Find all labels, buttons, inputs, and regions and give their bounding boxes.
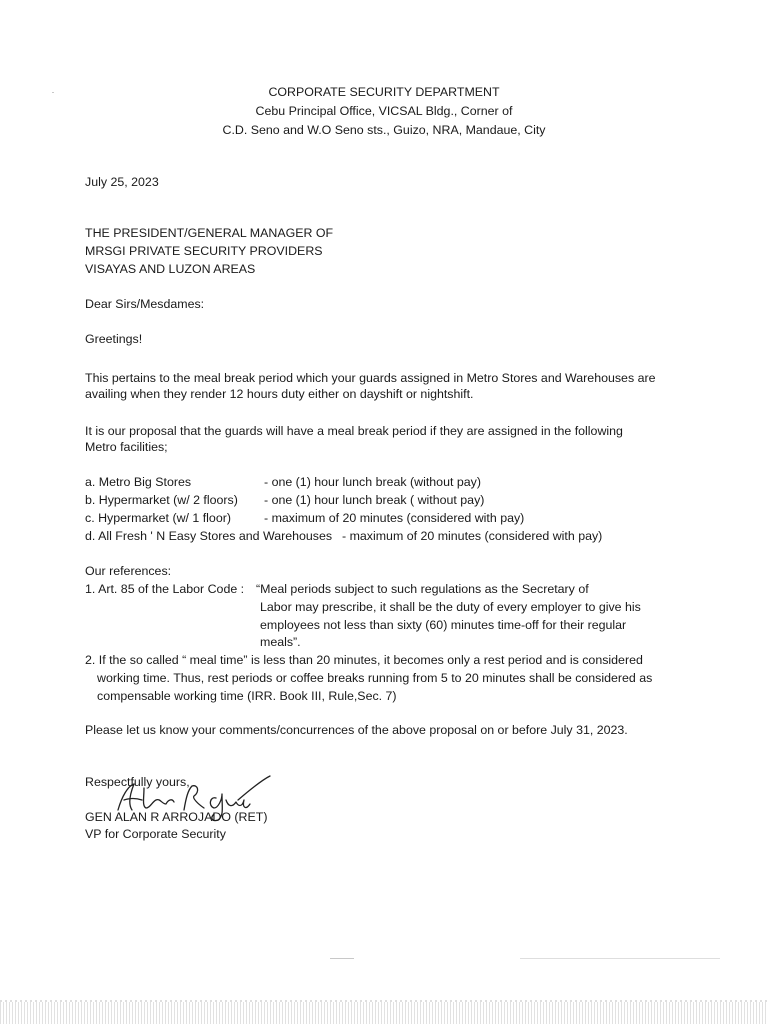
body-paragraph-line: This pertains to the meal break period which your guards assigned in Metro Stores and Warehouses are (85, 371, 656, 385)
letterhead-department: CORPORATE SECURITY DEPARTMENT (268, 85, 500, 99)
facility-label: b. Hypermarket (w/ 2 floors) (85, 493, 238, 507)
facility-detail: - maximum of 20 minutes (considered with pay) (264, 511, 525, 525)
salutation: Dear Sirs/Mesdames: (85, 297, 205, 311)
facility-detail: - one (1) hour lunch break (without pay) (264, 475, 481, 489)
reference-1-quote-line: “Meal periods subject to such regulations as the Secretary of (256, 582, 589, 596)
reference-2-line: compensable working time (IRR. Book III, Rule,Sec. 7) (97, 689, 397, 703)
scan-edge-noise (0, 1002, 768, 1024)
scan-speck (520, 958, 720, 959)
reference-2-line: working time. Thus, rest periods or coffee breaks running from 5 to 20 minutes shall be considered as (97, 671, 653, 685)
reference-2-line: 2. If the so called “ meal time” is less than 20 minutes, it becomes only a rest period and is considered (85, 653, 643, 667)
scan-speck (330, 958, 354, 959)
facility-detail: - maximum of 20 minutes (considered with pay) (342, 529, 603, 543)
signatory-title: VP for Corporate Security (85, 827, 226, 841)
complimentary-close: Respectfully yours, (85, 775, 190, 789)
facility-detail: - one (1) hour lunch break ( without pay) (264, 493, 485, 507)
letterhead-address: C.D. Seno and W.O Seno sts., Guizo, NRA, Mandaue, City (222, 123, 546, 137)
body-paragraph-line: It is our proposal that the guards will have a meal break period if they are assigned in the following (85, 424, 623, 438)
scan-speck (52, 92, 54, 93)
reference-1-label: 1. Art. 85 of the Labor Code : (85, 582, 245, 596)
reference-1-quote-line: Labor may prescribe, it shall be the duty of every employer to give his (260, 600, 641, 614)
greeting: Greetings! (85, 332, 143, 346)
letterhead-office: Cebu Principal Office, VICSAL Bldg., Corner of (255, 104, 513, 118)
signatory-name: GEN ALAN R ARROJADO (RET) (85, 810, 268, 824)
references-heading: Our references: (85, 564, 172, 578)
recipient-line: THE PRESIDENT/GENERAL MANAGER OF (85, 226, 334, 240)
reference-1-quote-line: employees not less than sixty (60) minutes time-off for their regular (260, 618, 627, 632)
facility-label: c. Hypermarket (w/ 1 floor) (85, 511, 231, 525)
facility-label: a. Metro Big Stores (85, 475, 192, 489)
recipient-line: MRSGI PRIVATE SECURITY PROVIDERS (85, 244, 323, 258)
body-paragraph-line: availing when they render 12 hours duty either on dayshift or nightshift. (85, 387, 474, 401)
closing-request: Please let us know your comments/concurrences of the above proposal on or before July 31, 2023. (85, 723, 628, 737)
letter-date: July 25, 2023 (85, 175, 159, 189)
facility-label: d. All Fresh ' N Easy Stores and Warehouses (85, 529, 333, 543)
body-paragraph-line: Metro facilities; (85, 440, 168, 454)
reference-1-quote-line: meals”. (260, 635, 301, 649)
recipient-line: VISAYAS AND LUZON AREAS (85, 262, 256, 276)
